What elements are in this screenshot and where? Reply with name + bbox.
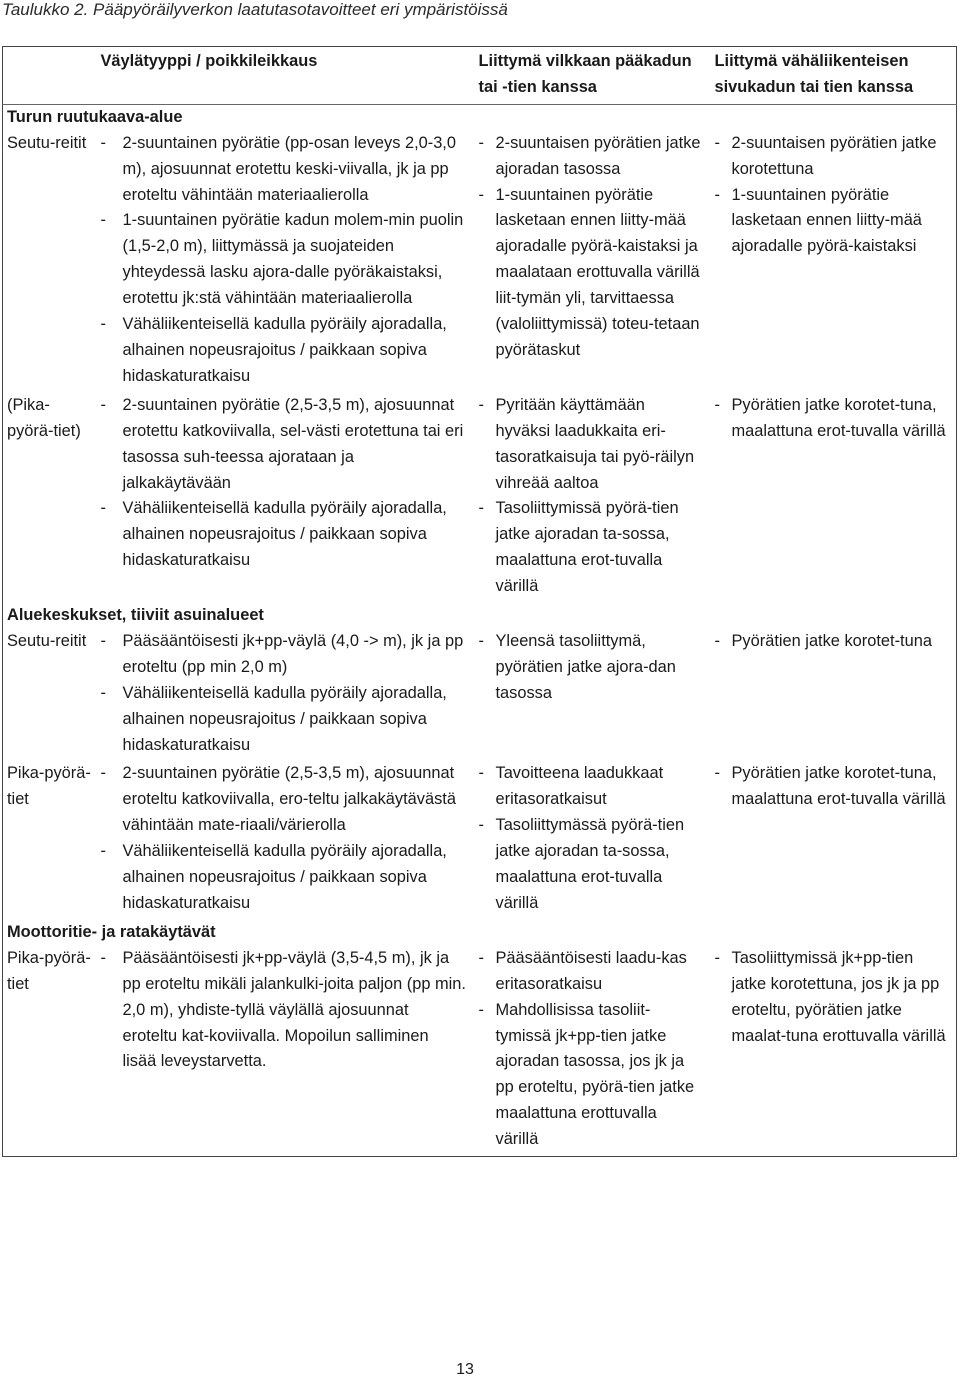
list-item: - 2-suuntainen pyörätie (2,5-3,5 m), ajosuunnat erotettu katkoviivalla, sel-västi erotettuna tai eri tasossa suh-teessa ajorataan ja jalkakäytävään — [101, 393, 467, 497]
list-item: - 1-suuntainen pyörätie lasketaan ennen liitty-mää ajoradalle pyörä-kaistaksi ja maalataan erottuvalla värillä liit-tymän yli, tarvittaessa (valoliittymissä) toteu-tetaan pyörätaskut — [479, 183, 703, 364]
bullet-list — [101, 131, 467, 390]
main-junction-cell — [473, 131, 709, 393]
bullet-list — [479, 131, 703, 364]
list-item: - Pääsääntöisesti laadu-kas eritasoratkaisu — [479, 946, 703, 998]
main-junction-cell — [473, 393, 709, 603]
list-item: - 1-suuntainen pyörätie kadun molem-min puolin (1,5-2,0 m), liittymässä ja suojateiden yhteydessä lasku ajora-dalle pyöräkaistaksi, erotettu jk:stä vähintään materiaalierolla — [101, 208, 467, 312]
cross-section-cell — [95, 393, 473, 603]
list-item: - Tavoitteena laadukkaat eritasoratkaisut — [479, 761, 703, 813]
bullet-list — [101, 629, 467, 759]
table-caption: Taulukko 2. Pääpyöräilyverkon laatutasotavoitteet eri ympäristöissä — [2, 0, 508, 19]
section-row — [3, 920, 957, 946]
table-row — [3, 131, 957, 393]
header-cross-section: Väylätyyppi / poikkileikkaus — [95, 47, 473, 105]
list-item: - Vähäliikenteisellä kadulla pyöräily ajoradalla, alhainen nopeusrajoitus / paikkaan sopiva hidaskaturatkaisu — [101, 839, 467, 917]
side-junction-cell — [709, 946, 957, 1157]
list-item: - Pyritään käyttämään hyväksi laadukkaita eri-tasoratkaisuja tai pyö-räilyn vihreää aaltoa — [479, 393, 703, 497]
bullet-list — [101, 761, 467, 916]
route-type: Pika-pyörä-tiet — [7, 764, 91, 809]
header-col1 — [3, 47, 95, 105]
list-item: - Pyörätien jatke korotet-tuna — [715, 629, 951, 655]
section-title: Moottoritie- ja ratakäytävät — [7, 922, 216, 941]
bullet-list — [479, 761, 703, 916]
quality-table — [2, 46, 957, 1157]
route-type: Pika-pyörä-tiet — [7, 948, 91, 993]
route-type: Seutu-reitit — [7, 133, 87, 152]
bullet-list — [715, 761, 951, 813]
list-item: - Pääsääntöisesti jk+pp-väylä (4,0 -> m), jk ja pp eroteltu (pp min 2,0 m) — [101, 629, 467, 681]
bullet-list — [715, 629, 951, 655]
section-title: Aluekeskukset, tiiviit asuinalueet — [7, 606, 264, 625]
list-item: - Pääsääntöisesti jk+pp-väylä (3,5-4,5 m), jk ja pp eroteltu mikäli jalankulki-joita paljon (pp min. 2,0 m), yhdiste-tyllä väylällä ajosuunnat eroteltu kat-koviivalla. Mopoilun salliminen lisää leveystarvetta. — [101, 946, 467, 1076]
bullet-list — [715, 393, 951, 445]
list-item: - 2-suuntainen pyörätie (pp-osan leveys 2,0-3,0 m), ajosuunnat erotettu keski-viivalla, jk ja pp eroteltu vähintään materiaalierolla — [101, 131, 467, 209]
side-junction-cell — [709, 629, 957, 762]
bullet-list — [479, 629, 703, 707]
side-junction-cell — [709, 761, 957, 919]
main-junction-cell — [473, 946, 709, 1157]
bullet-list — [715, 946, 951, 1050]
header-side-junction: Liittymä vähäliikenteisen sivukadun tai tien kanssa — [709, 47, 957, 105]
bullet-list — [101, 946, 467, 1076]
route-type: Seutu-reitit — [7, 631, 87, 650]
list-item: - Vähäliikenteisellä kadulla pyöräily ajoradalla, alhainen nopeusrajoitus / paikkaan sopiva hidaskaturatkaisu — [101, 681, 467, 759]
bullet-list — [101, 393, 467, 574]
list-item: - Mahdollisissa tasoliit-tymissä jk+pp-tien jatke ajoradan tasossa, jos jk ja pp eroteltu, pyörä-tien jatke maalattuna erottuvalla värillä — [479, 998, 703, 1153]
table-row — [3, 946, 957, 1157]
list-item: - Vähäliikenteisellä kadulla pyöräily ajoradalla, alhainen nopeusrajoitus / paikkaan sopiva hidaskaturatkaisu — [101, 496, 467, 574]
bullet-list — [479, 393, 703, 600]
section-row — [3, 104, 957, 130]
table-row — [3, 629, 957, 762]
table-header-row — [3, 47, 957, 105]
list-item: - Pyörätien jatke korotet-tuna, maalattuna erot-tuvalla värillä — [715, 761, 951, 813]
list-item: - Tasoliittymässä pyörä-tien jatke ajoradan ta-sossa, maalattuna erot-tuvalla värillä — [479, 813, 703, 917]
table-row — [3, 393, 957, 603]
section-title: Turun ruutukaava-alue — [7, 107, 183, 126]
side-junction-cell — [709, 131, 957, 393]
list-item: - Yleensä tasoliittymä, pyörätien jatke ajora-dan tasossa — [479, 629, 703, 707]
bullet-list — [715, 131, 951, 261]
page-number: 13 — [456, 1361, 474, 1378]
list-item: - Pyörätien jatke korotet-tuna, maalattuna erot-tuvalla värillä — [715, 393, 951, 445]
bullet-list — [479, 946, 703, 1153]
cross-section-cell — [95, 946, 473, 1157]
cross-section-cell — [95, 761, 473, 919]
route-type: (Pika-pyörä-tiet) — [7, 395, 81, 440]
main-junction-cell — [473, 761, 709, 919]
list-item: - Tasoliittymissä pyörä-tien jatke ajoradan ta-sossa, maalattuna erot-tuvalla värillä — [479, 496, 703, 600]
cross-section-cell — [95, 131, 473, 393]
list-item: - 2-suuntainen pyörätie (2,5-3,5 m), ajosuunnat eroteltu katkoviivalla, ero-teltu jalkakäytävästä vähintään mate-riaali/värierolla — [101, 761, 467, 839]
cross-section-cell — [95, 629, 473, 762]
list-item: - 2-suuntaisen pyörätien jatke korotettuna — [715, 131, 951, 183]
side-junction-cell — [709, 393, 957, 603]
table-row — [3, 761, 957, 919]
list-item: - Vähäliikenteisellä kadulla pyöräily ajoradalla, alhainen nopeusrajoitus / paikkaan sopiva hidaskaturatkaisu — [101, 312, 467, 390]
header-main-junction: Liittymä vilkkaan pääkadun tai -tien kanssa — [473, 47, 709, 105]
list-item: - Tasoliittymissä jk+pp-tien jatke korotettuna, jos jk ja pp eroteltu, pyörätien jatke maalat-tuna erottuvalla värillä — [715, 946, 951, 1050]
main-junction-cell — [473, 629, 709, 762]
list-item: - 1-suuntainen pyörätie lasketaan ennen liitty-mää ajoradalle pyörä-kaistaksi — [715, 183, 951, 261]
list-item: - 2-suuntaisen pyörätien jatke ajoradan tasossa — [479, 131, 703, 183]
section-row — [3, 603, 957, 629]
